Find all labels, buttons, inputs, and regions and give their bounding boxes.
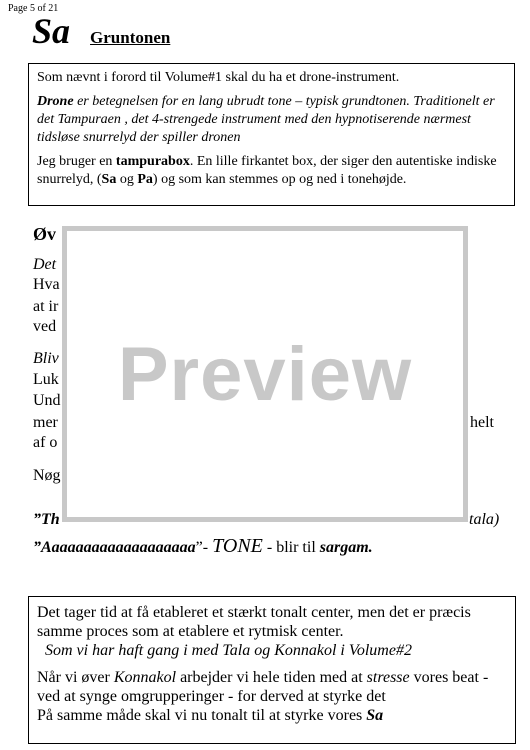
sargam-line [33, 535, 373, 558]
tampurabox-term: tampurabox [115, 154, 190, 169]
exercise-fragment-4: ved [33, 318, 57, 335]
closing-p1-text: Det tager tid at få etableret et stærkt tonalt center, men det er præcis samme proces som at etablere et rytmisk center. [37, 604, 471, 640]
closing-p1-italic: Som vi har haft gang i med Tala og Konnakol i Volume#2 [45, 642, 412, 659]
exercise-fragment-2: Hva [33, 276, 60, 293]
page-subtitle: Gruntonen [90, 28, 171, 47]
page-header [32, 10, 170, 54]
intro-p3-og: og [116, 172, 138, 187]
sargam-word: sargam. [319, 539, 373, 556]
exercise-fragment-5: Bliv [33, 350, 59, 367]
closing-p2-e: vores beat - ved at synge omgrupperinger - for derved at styrke det [37, 669, 489, 705]
closing-p2-f: På samme måde skal vi nu tonalt til at styrke vores [37, 707, 367, 724]
preview-label: Preview [117, 331, 413, 417]
exercise-title: Øv [33, 224, 57, 244]
exercise-quote-right: tala) [469, 511, 500, 528]
closing-box [28, 596, 516, 744]
intro-p3-d: ) og som kan stemmes op og ned i tonehøjde. [152, 172, 407, 187]
intro-paragraph-3 [37, 153, 506, 189]
page-number: Page 5 of 21 [8, 3, 59, 14]
intro-box [28, 63, 515, 206]
closing-sa-term: Sa [366, 707, 384, 724]
stresse-term: stresse [366, 669, 410, 686]
intro-paragraph-1: Som nævnt i forord til Volume#1 skal du ha et drone-instrument. [37, 70, 400, 85]
exercise-fragment-right: helt [470, 414, 494, 431]
sa-term: Sa [101, 172, 117, 187]
sargam-vowel: ”Aaaaaaaaaaaaaaaaaaa [33, 539, 196, 556]
pa-term: Pa [137, 172, 153, 187]
intro-p3-a: Jeg bruger en [37, 154, 116, 169]
sargam-connector: - blir til [262, 539, 320, 556]
sargam-tone: TONE [212, 535, 263, 557]
exercise-fragment-3: at ir [33, 298, 59, 315]
exercise-fragment-7: Und [33, 392, 61, 409]
exercise-fragment-8: mer [33, 414, 58, 431]
konnakol-term: Konnakol [113, 669, 177, 686]
intro-paragraph-2 [37, 93, 506, 147]
closing-p2-a: Når vi øver [37, 669, 114, 686]
exercise-fragment-1: Det [33, 256, 57, 273]
closing-paragraph-1 [37, 603, 507, 660]
closing-p2-c: arbejder vi hele tiden med at [176, 669, 367, 686]
exercise-quote-left: ”Th [33, 511, 60, 528]
page-title: Sa [32, 11, 71, 51]
closing-paragraph-2 [37, 668, 507, 725]
exercise-fragment-10: Nøg [33, 467, 61, 484]
sargam-dash: ”- [195, 539, 213, 556]
exercise-fragment-9: af o [33, 434, 58, 451]
exercise-fragment-6: Luk [33, 371, 59, 388]
intro-p3-c: . En lille firkantet box, der siger den autentiske indiske snurrelyd, ( [37, 154, 497, 187]
drone-definition: er betegnelsen for en lang ubrudt tone – typisk grundtonen. Traditionelt er det Tampuraen , det 4-strengede instrument med den hypnotiserende nærmest tidsløse snurrelyd der spiller dronen [37, 94, 495, 145]
drone-term: Drone [37, 94, 74, 109]
preview-watermark [62, 226, 468, 522]
